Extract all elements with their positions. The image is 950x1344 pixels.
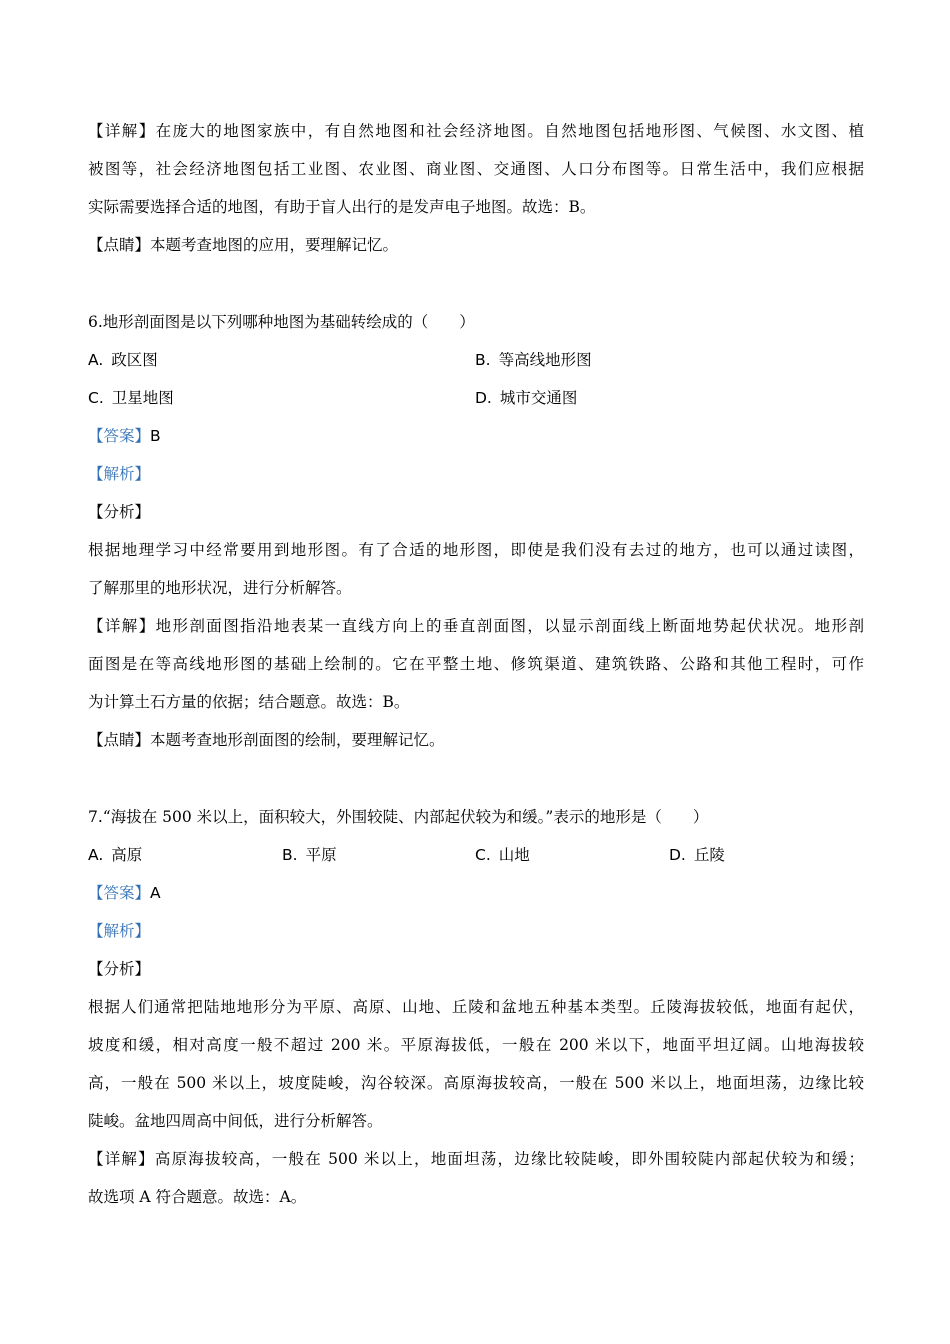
q7-detail-line-1: 【详解】高原海拔较高，一般在 500 米以上，地面坦荡，边缘比较陡峻，即外围较陡内部起伏较为和缓； [88,1150,864,1168]
q6-tip: 【点睛】本题考查地形剖面图的绘制，要理解记忆。 [88,731,445,749]
q6-answer: 【答案】B [88,427,161,445]
answer-label: 【答案】 [88,884,151,902]
q7-fenxi-line-2: 坡度和缓，相对高度一般不超过 200 米。平原海拔低，一般在 200 米以下，地面平坦辽阔。山地海拔较 [88,1036,864,1054]
tip-label: 【点睛】 [88,731,151,749]
q6-option-a: A. 政区图 [88,351,158,369]
tip-label: 【点睛】 [88,236,151,254]
q7-answer: 【答案】A [88,884,161,902]
q7-option-d: D. 丘陵 [669,846,725,864]
q6-fenxi-label: 【分析】 [88,503,151,521]
q7-fenxi-line-1: 根据人们通常把陆地地形分为平原、高原、山地、丘陵和盆地五种基本类型。丘陵海拔较低，地面有起伏， [88,998,864,1016]
prev-detail-line-3: 实际需要选择合适的地图，有助于盲人出行的是发声电子地图。故选：B。 [88,198,596,216]
q6-analysis-label: 【解析】 [88,465,151,483]
q6-option-c: C. 卫星地图 [88,389,174,407]
q7-question: 7.“海拔在 500 米以上，面积较大，外围较陡、内部起伏较为和缓。”表示的地形是（ ） [88,808,709,826]
q6-detail-line-1: 【详解】地形剖面图指沿地表某一直线方向上的垂直剖面图，以显示剖面线上断面地势起伏状况。地形剖 [88,617,864,635]
q7-detail-line-2: 故选项 A 符合题意。故选：A。 [88,1188,307,1206]
q7-fenxi-line-4: 陡峻。盆地四周高中间低，进行分析解答。 [88,1112,383,1130]
q7-option-a: A. 高原 [88,846,143,864]
q7-analysis-label: 【解析】 [88,922,151,940]
q7-option-c: C. 山地 [475,846,530,864]
prev-tip: 【点睛】本题考查地图的应用，要理解记忆。 [88,236,399,254]
detail-label: 【详解】 [88,1150,155,1168]
detail-label: 【详解】 [88,617,156,635]
prev-detail-line-1: 【详解】在庞大的地图家族中，有自然地图和社会经济地图。自然地图包括地形图、气候图、水文图、植 [88,122,864,140]
q6-option-d: D. 城市交通图 [475,389,578,407]
q6-option-b: B. 等高线地形图 [475,351,592,369]
q6-fenxi-line-1: 根据地理学习中经常要用到地形图。有了合适的地形图，即使是我们没有去过的地方，也可以通过读图， [88,541,864,559]
detail-label: 【详解】 [88,122,156,140]
answer-label: 【答案】 [88,427,151,445]
q6-fenxi-line-2: 了解那里的地形状况，进行分析解答。 [88,579,352,597]
q6-detail-line-3: 为计算土石方量的依据；结合题意。故选：B。 [88,693,410,711]
q6-detail-line-2: 面图是在等高线地形图的基础上绘制的。它在平整土地、修筑渠道、建筑铁路、公路和其他工程时，可作 [88,655,864,673]
q7-fenxi-label: 【分析】 [88,960,151,978]
prev-detail-line-2: 被图等，社会经济地图包括工业图、农业图、商业图、交通图、人口分布图等。日常生活中，我们应根据 [88,160,864,178]
q7-fenxi-line-3: 高，一般在 500 米以上，坡度陡峻，沟谷较深。高原海拔较高，一般在 500 米以上，地面坦荡，边缘比较 [88,1074,864,1092]
q6-question: 6.地形剖面图是以下列哪种地图为基础转绘成的（ ） [88,313,475,331]
q7-option-b: B. 平原 [282,846,337,864]
